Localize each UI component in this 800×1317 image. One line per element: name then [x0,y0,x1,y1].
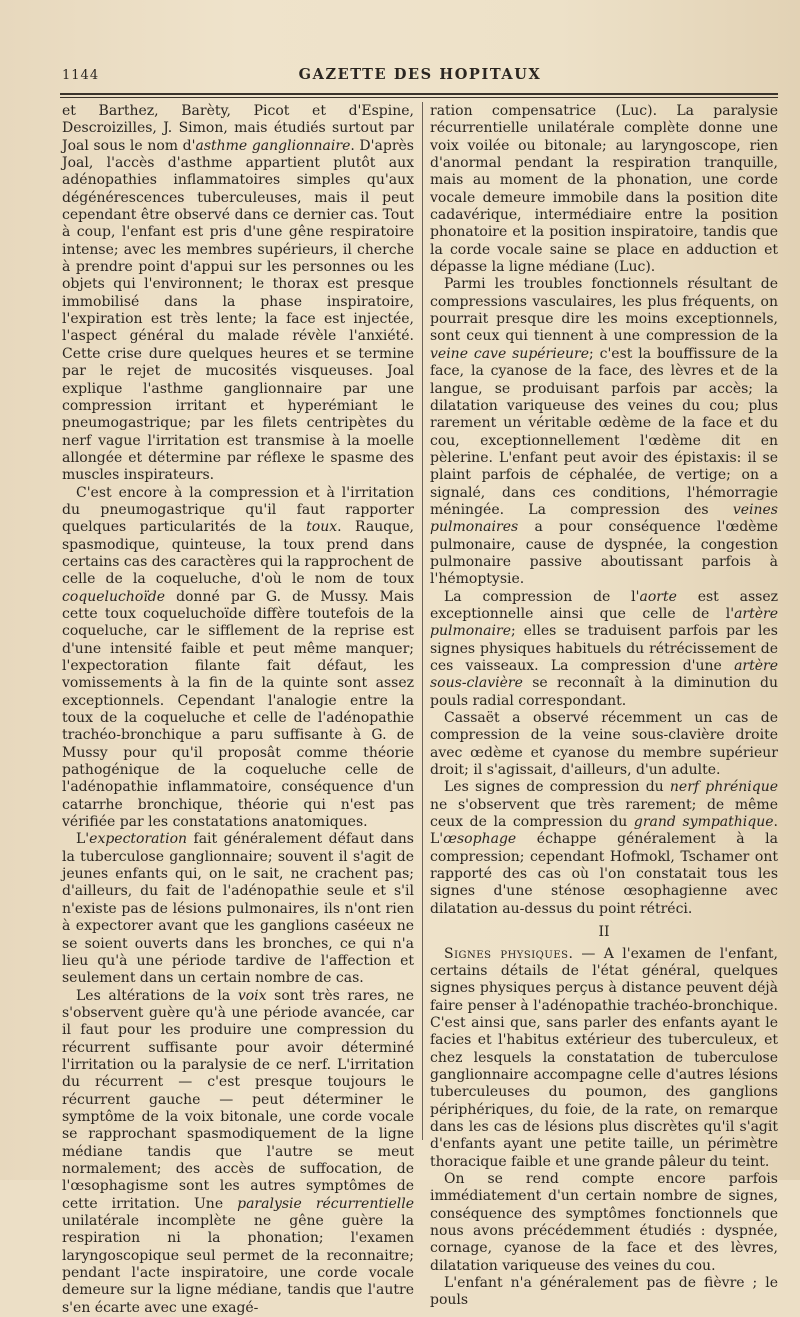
text-run: ; elles se traduisent parfois par les signes physiques habituels du rétrécissement de ces vaisseaux. La compression d'une [430,623,778,674]
italic-term: expectoration [89,831,188,848]
text-run: échappe généralement à la compression; cependant Hofmokl, Tschamer ont rapporté des cas où l'on constatait tous les signes d'une sténose œsophagienne avec dilatation au-dessus du point rétréci. [430,831,778,917]
header-rule-thick [60,93,778,95]
paragraph [430,779,778,918]
italic-term: toux [306,519,338,536]
text-run: L' [76,831,90,848]
text-run: ne s'observent que très rarement; de même ceux de la compression du [430,796,778,831]
italic-term: paralysie récurrentielle [237,1195,414,1212]
text-run: La compression de l' [444,588,640,605]
italic-term: grand sympathique [633,814,774,831]
text-run: . D'après Joal, l'accès d'asthme appartient plutôt aux adénopathies inflammatoires simples qu'aux dégénérescences tuberculeuses, mais il peut cependant être observé dans ce dernier cas. Tout à coup, l'enfant est pris d'une gêne respiratoire intense; avec les membres supérieurs, il cherche à prendre point d'appui sur les personnes ou les objets qui l'environnent; le thorax est presque immobilisé dans la phase inspiratoire, l'expiration est très lente; la face est injectée, l'aspect général du malade révèle l'anxiété. Cette crise dure quelques heures et se termine par le rejet de mucosités visqueuses. Joal explique l'asthme ganglionnaire par une compression irritant et hyperémiant le pneumogastrique; par les filets centripètes du nerf vague l'irritation est transmise à la moelle allongée et détermine par réflexe le spasme des muscles inspirateurs. [62,137,414,484]
right-column [430,103,779,1309]
paragraph [62,988,414,1317]
text-run: . Rauque, spasmodique, quinteuse, la toux prend dans certains cas des caractères qui la rapprochent de celle de la coqueluche, d'où le nom de toux [62,519,414,588]
italic-term: nerf phrénique [669,779,778,796]
text-run: . — A l'examen de l'enfant, certains détails de l'état général, quelques signes physiques perçus à distance peuvent déjà faire penser à l'adénopathie trachéo-bronchique. C'est ainsi que, sans parler des enfants ayant le facies et l'habitus extérieur des tuberculeux, et chez lesquels la constatation de tuberculose ganglionnaire accompagne celle d'autres lésions tuberculeuses du poumon, des ganglions périphériques, du foie, de la rate, on remarque dans les cas de lésions plus discrètes qu'il s'agit d'enfants ayant une petite taille, un périmètre thoracique faible et une grande pâleur du teint. [430,945,778,1170]
text-run: On se rend compte encore parfois immédiatement d'un certain nombre de signes, conséquence des symptômes fonctionnels que nous avons précédemment étudiés : dyspnée, cornage, cyanose de la face et des lèvres, dilatation variqueuse des veines du cou. [430,1170,778,1274]
italic-term: artère sous-clavière [430,658,778,692]
italic-term: aorte [639,588,677,605]
running-title: GAZETTE DES HOPITAUX [298,66,542,83]
italic-term: asthme ganglionnaire [195,137,351,154]
italic-term: voix [237,987,267,1004]
italic-term: veine cave supérieure [430,345,590,362]
text-run: fait généralement défaut dans la tuberculose ganglionnaire; souvent il s'agit de jeunes enfants qui, on le sait, ne crachent pas; d'ailleurs, du fait de l'adénopathie seule et s'il n'existe pas de lésions pulmonaires, ils n'ont rien à expectorer avant que les ganglions caséeux ne se soient ouverts dans les bronches, ce qui n'a lieu qu'à une période tardive de l'affection et seulement dans un certain nombre de cas. [62,831,414,987]
text-run: unilatérale incomplète ne gêne guère la respiration ni la phonation; l'examen laryngoscopique seul permet de la reconnaitre; pendant l'acte inspiratoire, une corde vocale demeure sur la ligne médiane, tandis que l'autre s'en écarte avec une exagé- [62,1213,414,1316]
column-divider [422,102,423,1140]
italic-term: coqueluchoïde [62,588,166,605]
header-rule-thin [60,97,778,98]
paragraph [62,831,414,987]
text-run: sont très rares, ne s'observent guère qu'à une période avancée, car il faut pour les produire une compression du récurrent suffisante pour avoir déterminé l'irritation ou la paralysie de ce nerf. L'irritation du récurrent — c'est presque toujours le récurrent gauche — peut déterminer le symptôme de la voix bitonale, une corde vocale se rapprochant spasmodiquement de la ligne médiane tandis que l'autre se meut normalement; des accès de suffocation, de l'œsophagisme sont les autres symptômes de cette irritation. Une [62,987,414,1212]
paragraph [430,1275,778,1310]
italic-term: artère pulmonaire [430,605,778,640]
text-run: L'enfant n'a généralement pas de fièvre ; le pouls [430,1275,778,1309]
italic-term: œsophage [443,831,517,848]
italic-term: veines pulmonaires [430,501,778,536]
paragraph [62,485,414,832]
paragraph [430,276,778,588]
paragraph [62,103,414,485]
text-run: Parmi les troubles fonctionnels résultant de compressions vasculaires, les plus fréquents, on pourrait presque dire les moins exceptionnels, sont ceux qui tiennent à une compression de la [430,276,778,345]
text-run: Cassaët a observé récemment un cas de compression de la veine sous-clavière droite avec œdème et cyanose du membre supérieur droit; il s'agissait, d'ailleurs, d'un adulte. [430,710,778,779]
page-header [62,66,778,90]
text-run: ; c'est la bouffissure de la face, la cyanose de la face, des lèvres et de la langue, se produisant parfois par accès; la dilatation variqueuse des veines du cou; plus rarement un véritable œdème de la face et du cou, exceptionnellement l'œdème dit en pèlerine. L'enfant peut avoir des épistaxis: il se plaint parfois de céphalée, de vertige; on a signalé, dans ces conditions, l'hémorragie méningée. La compression des [430,345,779,518]
text-run: C'est encore à la compression et à l'irritation du pneumogastrique qu'il faut rapporter quelques particularités de la [62,484,414,536]
paragraph [430,946,778,1171]
section-heading: Signes physiques [444,945,569,962]
paragraph [430,589,778,710]
text-run: se reconnaît à la diminution du pouls radial correspondant. [430,675,778,709]
page-number: 1144 [62,68,100,83]
text-run: . L' [430,814,778,848]
text-run: donné par G. de Mussy. Mais cette toux coqueluchoïde diffère toutefois de la coqueluche, car le sifflement de la reprise est d'une intensité faible et peut même manquer; l'expectoration filante fait défaut, les vomissements à la fin de la quinte sont assez exceptionnels. Cependant l'analogie entre la toux de la coqueluche et celle de l'adénopathie trachéo-bronchique a paru suffisante à G. de Mussy pour qu'il proposât comme théorie pathogénique de la coqueluche celle de l'adénopathie inflammatoire, conséquence d'un catarrhe bronchique, théorie qui n'est pas vérifiée par les constatations anatomiques. [62,588,414,831]
paragraph [430,710,778,779]
left-column [62,103,414,1316]
text-run: est assez exceptionnelle ainsi que celle de l' [430,588,779,622]
text-run: Les signes de compression du [444,779,670,796]
section-number: II [598,924,610,941]
paragraph [430,103,778,276]
text-run: Les altérations de la [76,987,238,1004]
text-run: a pour conséquence l'œdème pulmonaire, cause de dyspnée, la congestion pulmonaire passive aboutissant parfois à l'hémoptysie. [430,519,778,588]
text-run: et Barthez, Barèty, Picot et d'Espine, Descroizilles, J. Simon, mais étudiés surtout par Joal sous le nom d' [62,103,414,154]
paragraph [430,1171,778,1275]
text-run: ration compensatrice (Luc). La paralysie récurrentielle unilatérale complète donne une voix voilée ou bitonale; au laryngoscope, rien d'anormal pendant la respiration tranquille, mais au moment de la phonation, une corde vocale demeure immobile dans la position dite cadavérique, intermédiaire entre la position phonatoire et la position inspiratoire, tandis que la corde vocale saine se place en adduction et dépasse la ligne médiane (Luc). [430,103,778,276]
